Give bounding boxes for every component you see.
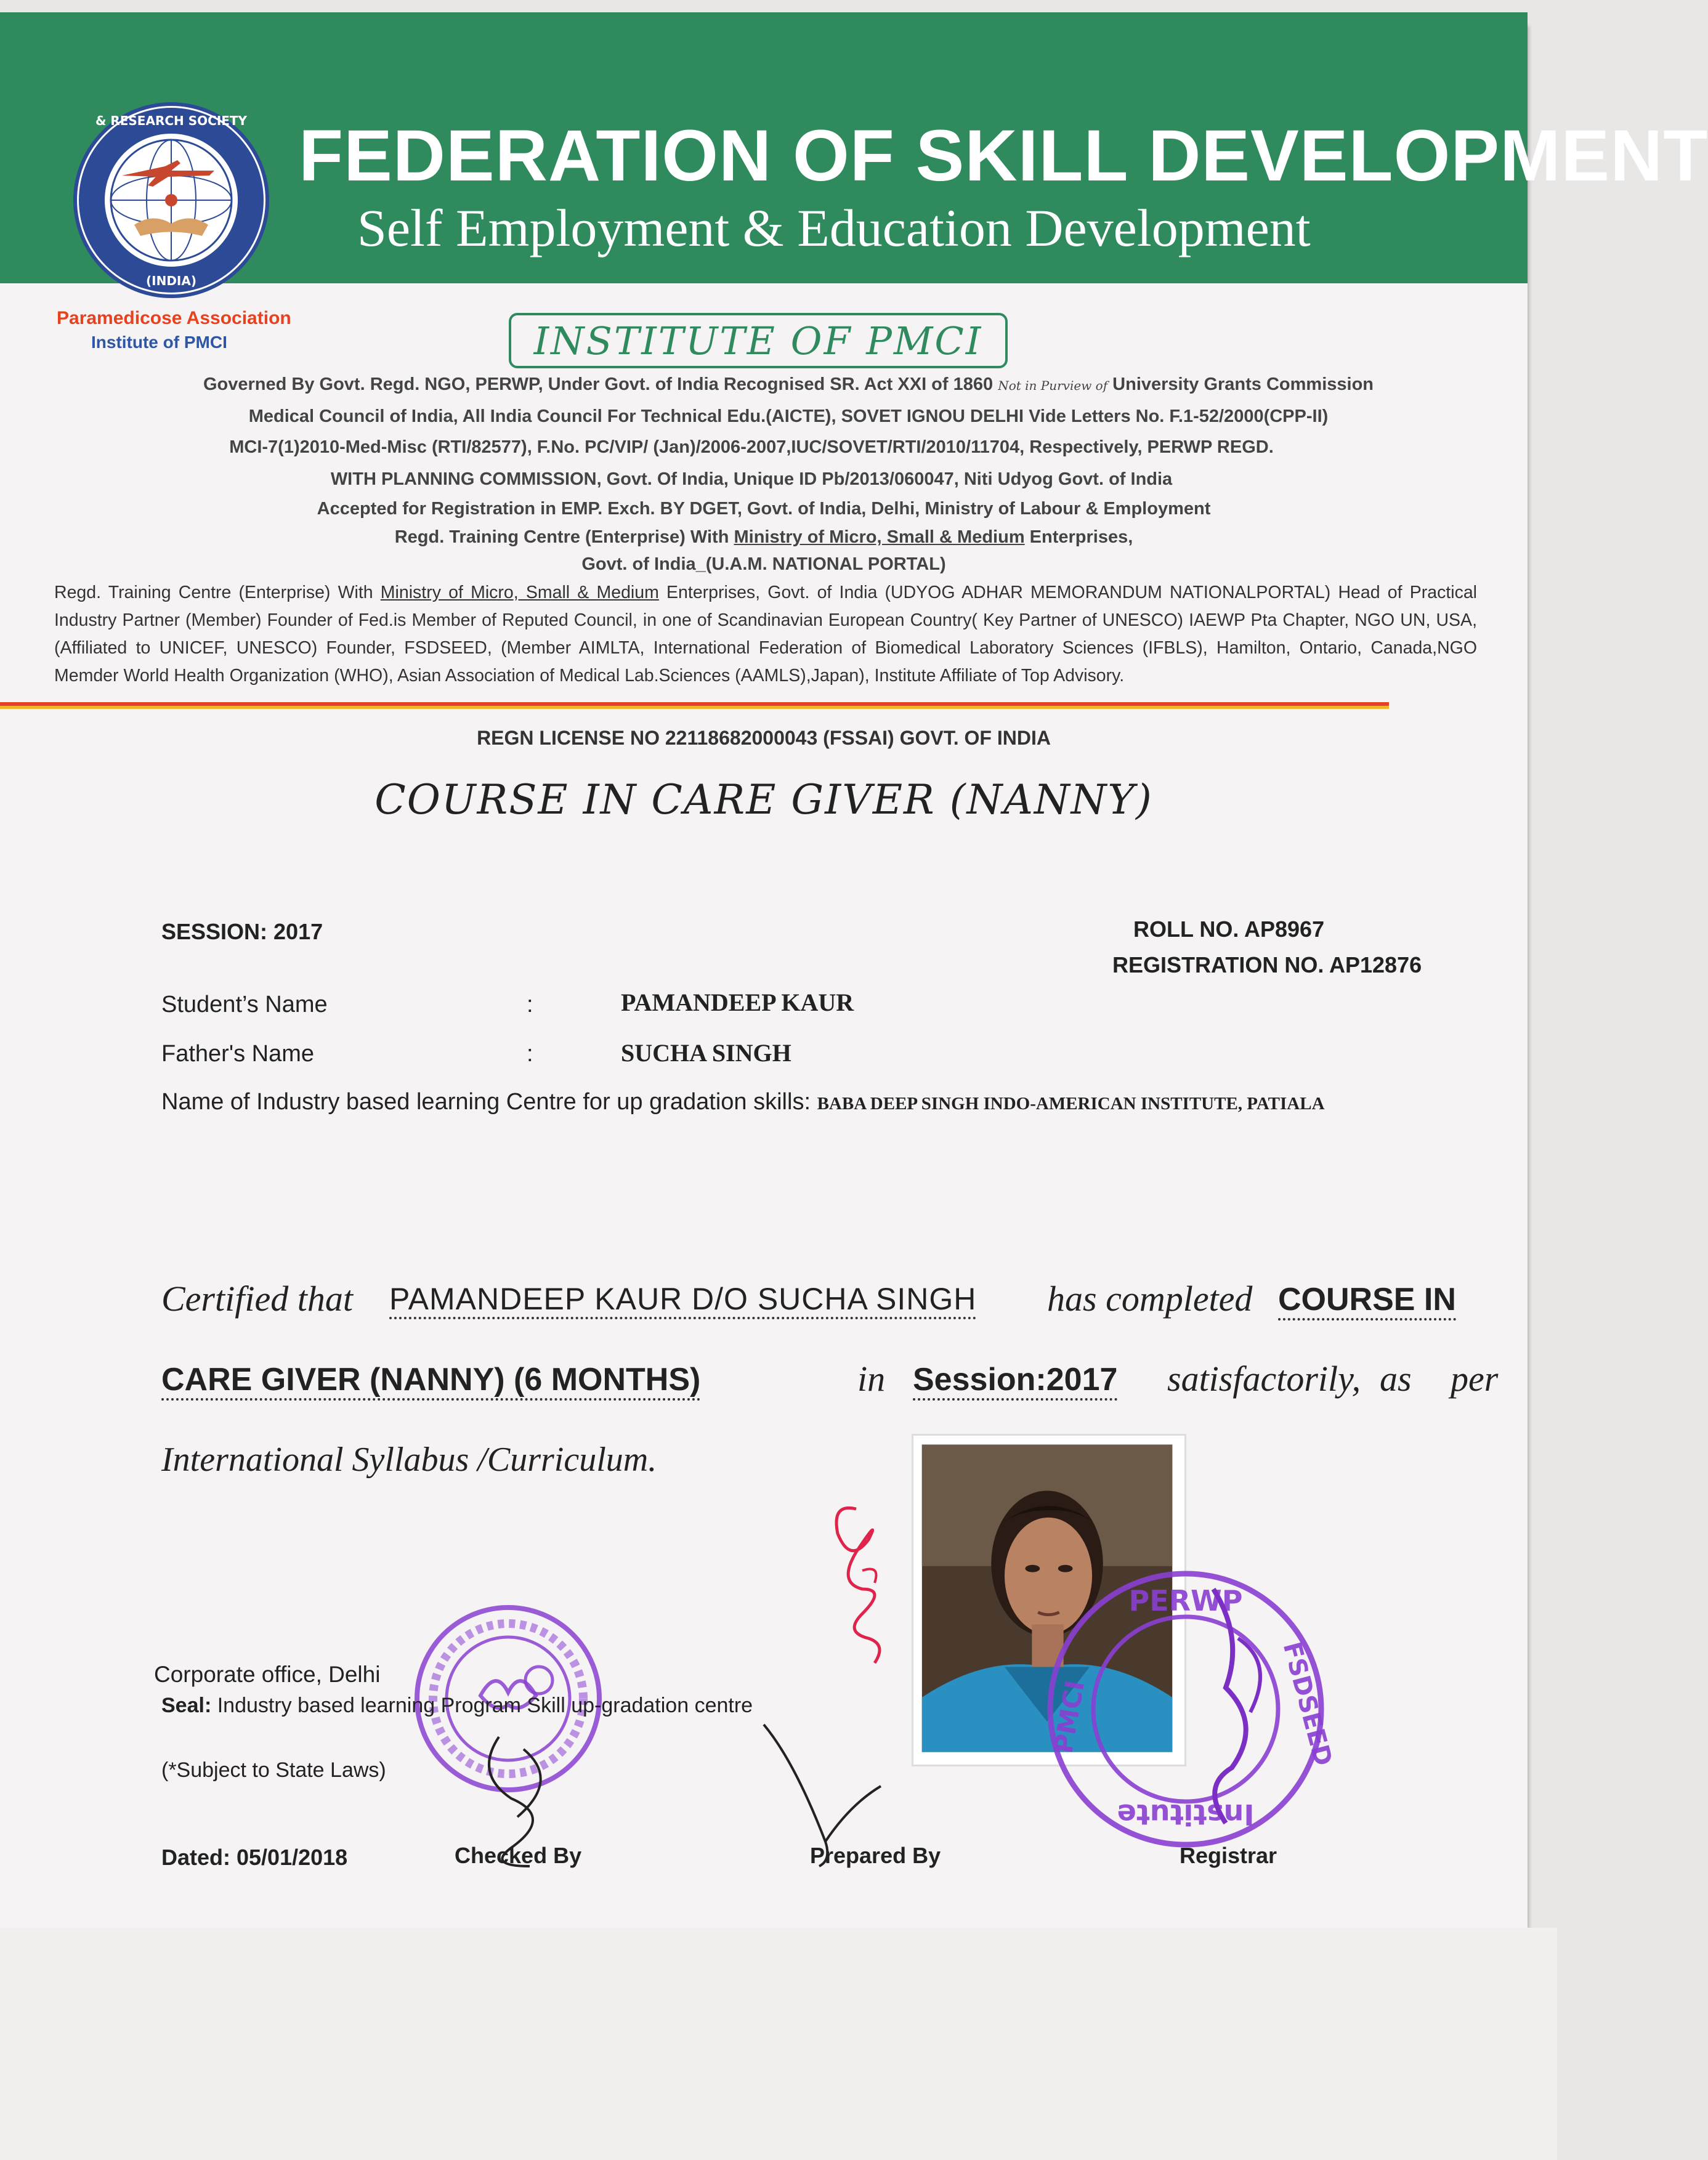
course-part-2: CARE GIVER (NANNY) (6 MONTHS) [161,1361,700,1401]
learning-centre-label: Name of Industry based learning Centre for up gradation skills: [161,1089,817,1115]
governance-line-7: Govt. of India_(U.A.M. NATIONAL PORTAL) [581,554,946,574]
right-institute-stamp-icon [1041,1564,1338,1854]
association-institute: Institute of PMCI [91,333,227,352]
father-name-label: Father's Name [161,1041,315,1067]
syllabus: International Syllabus /Curriculum. [161,1441,657,1479]
governance-line-4: WITH PLANNING COMMISSION, Govt. Of India, Unique ID Pb/2013/060047, Niti Udyog Govt. of India [330,469,1173,489]
governance-line-2: Medical Council of India, All India Council For Technical Edu.(AICTE), SOVET IGNOU DELHI Vide Letters No. F.1-52/2000(CPP-II) [248,407,1329,426]
red-signature-icon [819,1497,912,1669]
session-label: SESSION: 2017 [161,919,323,944]
divider-yellow [0,706,1389,709]
header-title: FEDERATION OF SKILL DEVELOPMENT [299,115,1708,196]
svg-text:FSDSEED: FSDSEED [1277,1639,1338,1770]
regn-license: REGN LICENSE NO 22118682000043 (FSSAI) GOVT. OF INDIA [477,727,1051,749]
satisfactorily-word: satisfactorily, [1167,1359,1361,1399]
seal-label: Seal: [161,1694,212,1717]
seal-line [161,1694,753,1718]
institute-title-box: INSTITUTE OF PMCI [509,313,1008,368]
as-word: as [1380,1359,1412,1399]
father-colon: : [527,1041,533,1067]
corporate-office: Corporate office, Delhi [154,1662,381,1687]
association-name: Paramedicose Association [57,308,291,328]
affiliations-ministry-link: Ministry of Micro, Small & Medium [380,583,659,602]
learning-centre-value: BABA DEEP SINGH INDO-AMERICAN INSTITUTE, PATIALA [817,1094,1325,1114]
svg-text:PMCI: PMCI [1048,1678,1091,1756]
father-name-value: SUCHA SINGH [621,1039,791,1067]
svg-text:(INDIA): (INDIA) [146,273,196,288]
governance-line-1-note: Not in Purview of [998,378,1108,393]
governance-line-6-pre: Regd. Training Centre (Enterprise) With [394,527,734,547]
dated: Dated: 05/01/2018 [161,1845,348,1870]
governance-line-5: Accepted for Registration in EMP. Exch. BY DGET, Govt. of India, Delhi, Ministry of Labour & Employment [317,499,1211,519]
governance-line-1-post: University Grants Commission [1107,374,1374,394]
student-name-value: PAMANDEEP KAUR [621,989,854,1016]
certified-name: PAMANDEEP KAUR D/O SUCHA SINGH [389,1281,976,1319]
affiliations-pre: Regd. Training Centre (Enterprise) With [54,583,381,602]
course-part-1: COURSE IN [1278,1281,1456,1321]
learning-centre [161,1089,1325,1115]
prepared-by: Prepared By [810,1843,941,1868]
svg-text:Institute: Institute [1117,1798,1255,1831]
header-subtitle: Self Employment & Education Development [357,198,1311,257]
governance-line-6 [0,527,1528,548]
seal-text: Industry based learning Program Skill up-gradation centre [211,1694,753,1717]
governance-line-1 [25,374,1552,395]
governance-line-1-pre: Governed By Govt. Regd. NGO, PERWP, Under Govt. of India Recognised SR. Act XXI of 1860 [203,374,998,394]
roll-number: ROLL NO. AP8967 [1133,916,1325,942]
course-title: COURSE IN CARE GIVER (NANNY) [374,776,1153,823]
per-word: per [1451,1359,1499,1399]
governance-line-3: MCI-7(1)2010-Med-Misc (RTI/82577), F.No. PC/VIP/ (Jan)/2006-2007,IUC/SOVET/RTI/2010/11704, Respectively, PERWP REGD. [229,437,1274,457]
ministry-link: Ministry of Micro, Small & Medium [734,527,1025,547]
registrar: Registrar [1180,1843,1277,1868]
scan-background [0,1928,1557,2160]
affiliations-paragraph [54,579,1477,690]
certified-that: Certified that [161,1279,353,1319]
session-value: Session:2017 [913,1361,1117,1401]
svg-text:& RESEARCH SOCIETY: & RESEARCH SOCIETY [95,113,248,128]
subject-note: (*Subject to State Laws) [161,1758,386,1782]
affiliations-post: Enterprises, Govt. of India (UDYOG ADHAR MEMORANDUM NATIONALPORTAL) Head of Practical Industry Partner (Member) Founder of Fed.is Member of Reputed Council, in one of Scandinavian European Country( Key Partner of UNESCO) IAEWP Pta Chapter, NGO UN, USA, (Affiliated to UNICEF, UNESCO) Founder, FSDSEED, (Member AIMLTA, International Federation of Biomedical Laboratory Sciences (IFBLS), Hamilton, Ontario, Canada,NGO Memder World Health Organization (WHO), Asian Association of Medical Lab.Sciences (AAMLS),Japan), Institute Affiliate of Top Advisory. [54,583,1478,686]
student-colon: : [527,992,533,1017]
has-completed: has completed [1047,1279,1253,1319]
registration-number: REGISTRATION NO. AP12876 [1112,952,1422,977]
checked-by: Checked By [455,1843,582,1868]
in-word: in [857,1359,886,1399]
svg-text:PERWP: PERWP [1128,1584,1243,1617]
student-name-label: Student’s Name [161,992,328,1017]
governance-line-6-post: Enterprises, [1024,527,1133,547]
society-logo-icon [73,102,270,299]
